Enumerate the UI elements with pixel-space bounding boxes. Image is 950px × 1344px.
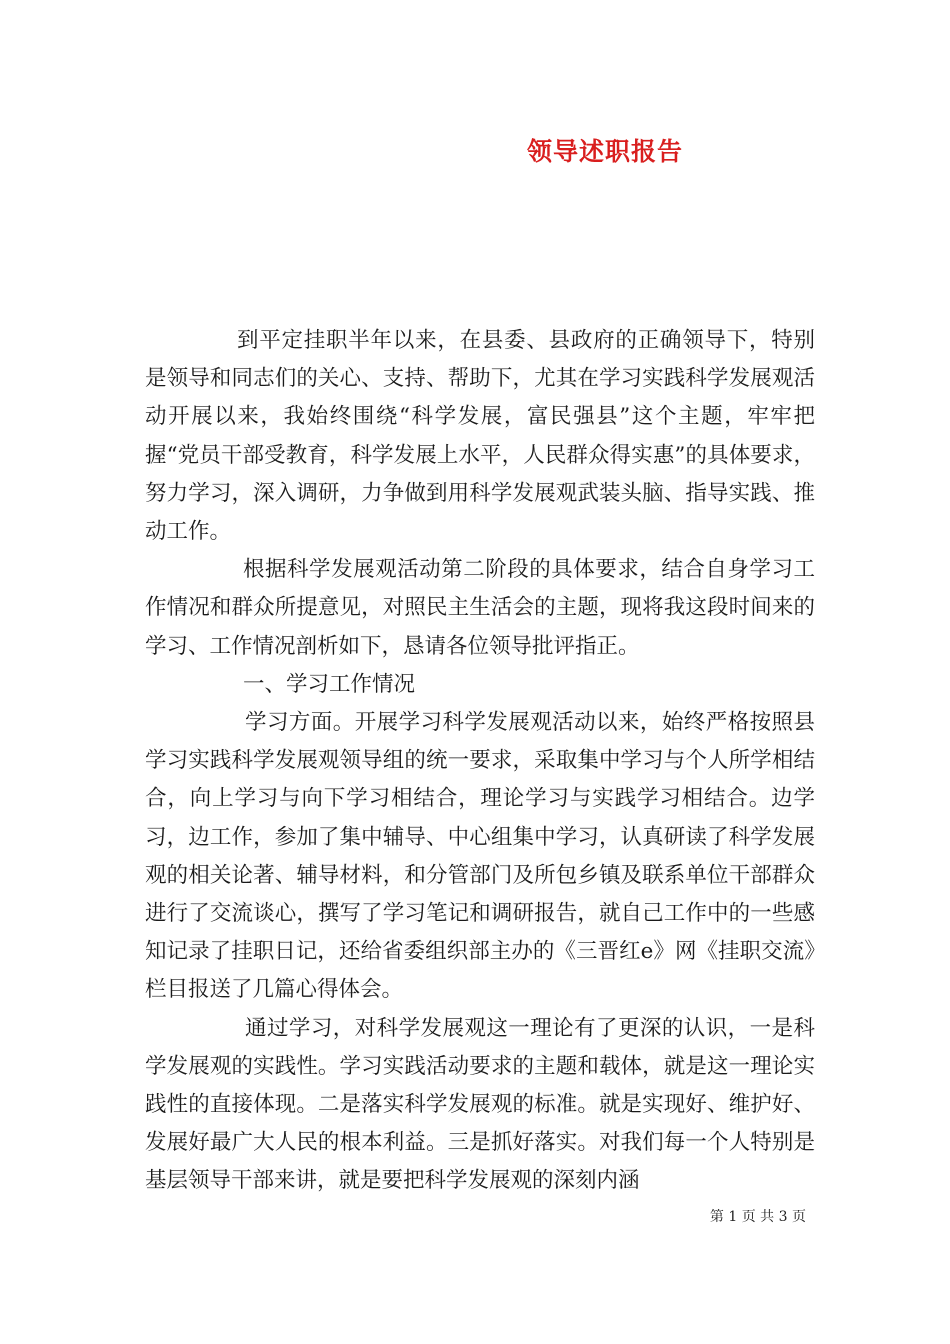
section-heading: 一、学习工作情况 (243, 671, 416, 697)
paragraph-basis: 根据科学发展观活动第二阶段的具体要求，结合自身学习工作情况和群众所提意见，对照民主生活会的主题，现将我这段时间来的学习、工作情况剖析如下，恳请各位领导批评指正。 (145, 557, 815, 659)
paragraph-study: 学习方面。开展学习科学发展观活动以来，始终严格按照县学习实践科学发展观领导组的统一要求，采取集中学习与个人所学相结合，向上学习与向下学习相结合，理论学习与实践学习相结合。边学习，边工作，参加了集中辅导、中心组集中学习，认真研读了科学发展观的相关论著、辅导材料，和分管部门及所包乡镇及联系单位干部群众进行了交流谈心，撰写了学习笔记和调研报告，就自己工作中的一些感知记录了挂职日记，还给省委组织部主办的《三晋红e》网《挂职交流》栏目报送了几篇心得体会。 (145, 710, 815, 1003)
paragraph-intro: 到平定挂职半年以来，在县委、县政府的正确领导下，特别是领导和同志们的关心、支持、帮助下，尤其在学习实践科学发展观活动开展以来，我始终围绕“科学发展，富民强县”这个主题，牢牢把握“党员干部受教育，科学发展上水平，人民群众得实惠”的具体要求，努力学习，深入调研，力争做到用科学发展观武装头脑、指导实践、推动工作。 (145, 328, 815, 545)
page-number: 第 1 页 共 3 页 (709, 1209, 806, 1225)
paragraph-understanding: 通过学习，对科学发展观这一理论有了更深的认识，一是科学发展观的实践性。学习实践活动要求的主题和载体，就是这一理论实践性的直接体现。二是落实科学发展观的标准。就是实现好、维护好、发展好最广大人民的根本利益。三是抓好落实。对我们每一个人特别是基层领导干部来讲，就是要把科学发展观的深刻内涵 (145, 1015, 815, 1194)
document-title: 领导述职报告 (527, 137, 684, 166)
document-body (145, 322, 815, 1201)
